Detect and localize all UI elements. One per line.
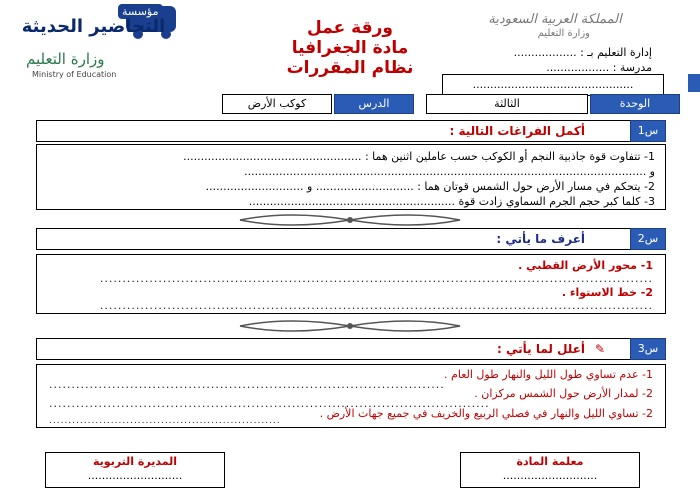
student-name-dots: .............................................. (472, 78, 634, 91)
q1-line-1b: و ................................................................................................................... (244, 165, 655, 178)
ornament-divider-1 (230, 212, 470, 228)
title-line-2: مادة الجغرافيا (291, 38, 409, 58)
q1-line-3: 3- كلما كبر حجم الجرم السماوي زادت قوة ........................................................... (248, 195, 655, 208)
title-line-1: ورقة عمل (307, 18, 393, 38)
q1-line-2: 2- يتحكم في مسار الأرض حول الشمس قوتان هما : ............................ و ............................ (205, 180, 655, 193)
lesson-value: كوكب الأرض (222, 94, 332, 114)
moe-english: Ministry of Education (32, 70, 117, 79)
side-tab (688, 74, 700, 92)
q2-header (36, 228, 666, 250)
q2-line-1: 1- محور الأرض القطبي . (518, 259, 653, 272)
kingdom-name: المملكة العربية السعودية (488, 12, 622, 27)
worksheet-title (250, 18, 450, 78)
q3-line-1-dots: ........................................................................................ (49, 378, 445, 391)
education-admin-field: إدارة التعليم بـ : .................. (513, 46, 652, 59)
principal-signature-box (45, 452, 225, 488)
q3-line-3-wrap (320, 407, 653, 420)
unit-value: الثالثة (426, 94, 588, 114)
q1-number: س1 (630, 120, 666, 142)
teacher-signature-box (460, 452, 640, 488)
q3-line-1-wrap (444, 368, 653, 381)
q2-line-1-dots: ........................................................................................................................... (99, 272, 653, 285)
q3-line-2: 2- لمدار الأرض حول الشمس مركزان . (474, 387, 653, 400)
brand-tag: مؤسسة (118, 4, 163, 19)
q3-line-2-wrap (474, 387, 653, 400)
moe-arabic: وزارة التعليم (26, 50, 105, 68)
q3-title: أعلل لما يأتي : (497, 342, 585, 356)
q1-header (36, 120, 666, 142)
q1-line-1: 1- تتفاوت قوة جاذبية النجم أو الكوكب حسب عاملين اثنين هما : ................................................... (183, 150, 655, 163)
q3-body (36, 364, 666, 428)
q1-title: أكمل الفراغات التالية : (449, 124, 585, 138)
q2-line-2-dots: ........................................................................................................................... (99, 299, 653, 312)
unit-label: الوحدة (590, 94, 680, 114)
teacher-label: معلمة المادة (516, 455, 584, 468)
q2-line-2: 2- خط الاستواء . (561, 286, 653, 299)
q3-number: س3 (630, 338, 666, 360)
q2-body (36, 254, 666, 314)
q3-line-3: 2- تساوي الليل والنهار في فصلي الربيع والخريف في جميع جهات الأرض . (319, 407, 653, 420)
ornament-divider-2 (230, 318, 470, 334)
pencil-icon: ✎ (594, 342, 605, 356)
student-name-box[interactable] (442, 74, 664, 96)
school-field: مدرسة : .................. (546, 61, 652, 74)
teacher-dots: ........................... (502, 469, 598, 482)
title-line-3: نظام المقررات (286, 58, 414, 78)
principal-dots: ........................... (87, 469, 183, 482)
q1-body (36, 144, 666, 210)
q2-number: س2 (630, 228, 666, 250)
principal-label: المديرة التربوية (93, 455, 177, 468)
ministry-small: وزارة التعليم (537, 28, 590, 39)
brand-name: التحاضير الحديثة (21, 16, 166, 37)
q3-line-3-dots: ............................................................ (49, 416, 281, 426)
q3-header (36, 338, 666, 360)
q3-line-1: 1- عدم تساوي طول الليل والنهار طول العام . (444, 368, 653, 381)
institution-logo (6, 2, 186, 79)
q3-line-2-dots: .................................................................................................. (49, 397, 490, 410)
q2-title: أعرف ما يأتي : (496, 232, 585, 246)
lesson-label: الدرس (334, 94, 414, 114)
